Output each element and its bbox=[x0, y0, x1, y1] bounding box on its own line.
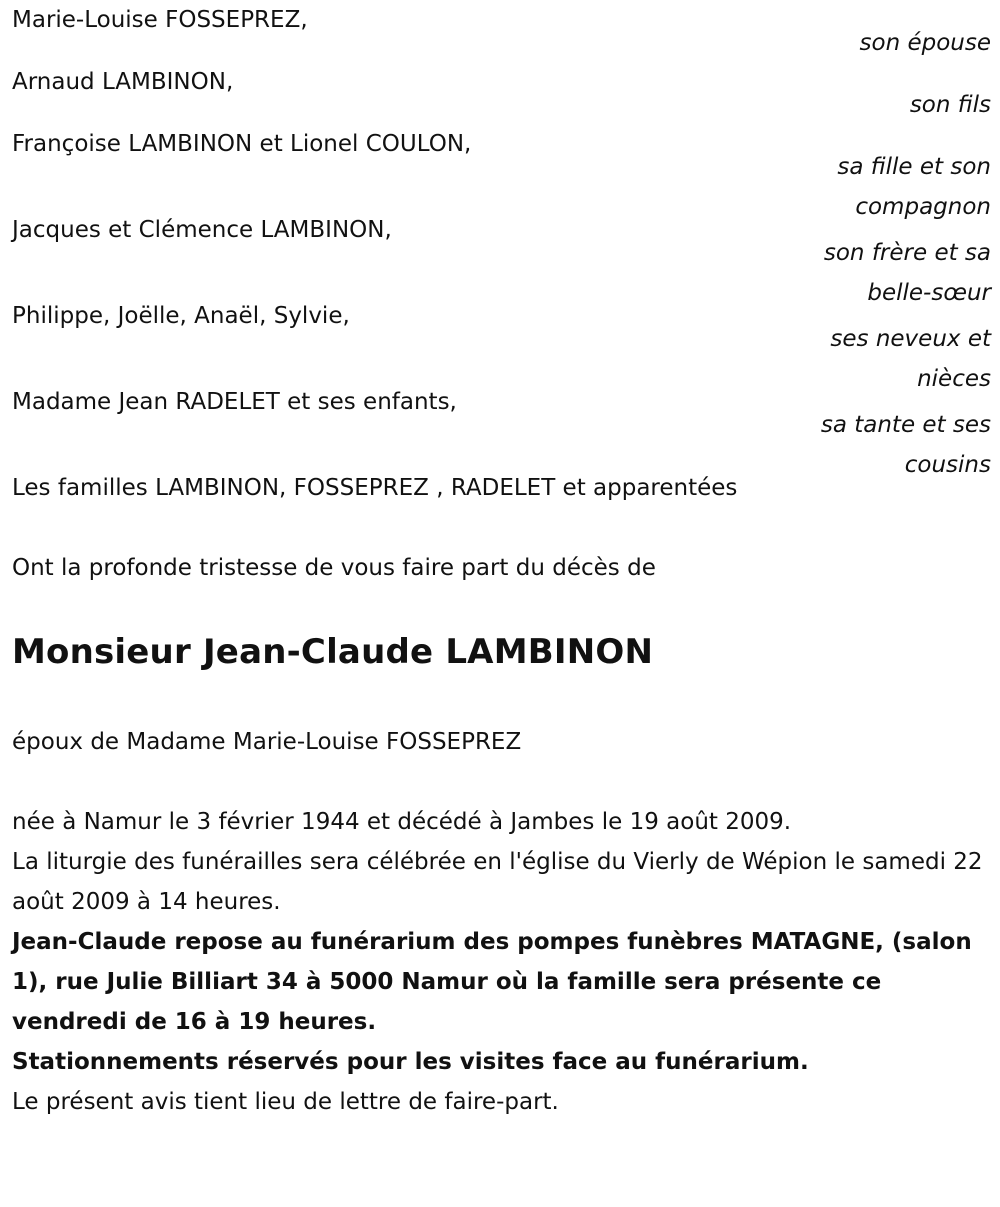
family-relation: son fils bbox=[909, 92, 991, 118]
families-line: Les familles LAMBINON, FOSSEPREZ , RADELET et apparentées bbox=[12, 475, 738, 501]
family-relation: son frère et sa belle-sœur bbox=[823, 240, 991, 306]
family-member-name: Madame Jean RADELET et ses enfants, bbox=[12, 389, 457, 415]
liturgy-line: La liturgie des funérailles sera célébrée en l'église du Vierly de Wépion le samedi 22 août 2009 à 14 heures. bbox=[12, 849, 983, 915]
family-member-name: Françoise LAMBINON et Lionel COULON, bbox=[12, 131, 472, 157]
family-member-name: Philippe, Joëlle, Anaël, Sylvie, bbox=[12, 303, 350, 329]
family-relation: son épouse bbox=[859, 30, 991, 56]
obituary-notice bbox=[12, 0, 991, 1122]
family-entry-aunt bbox=[12, 382, 991, 485]
family-relation: sa fille et son compagnon bbox=[837, 154, 991, 220]
closing-line: Le présent avis tient lieu de lettre de faire-part. bbox=[12, 1089, 559, 1115]
birth-death-line: née à Namur le 3 février 1944 et décédé à Jambes le 19 août 2009. bbox=[12, 809, 792, 835]
family-member-name: Jacques et Clémence LAMBINON, bbox=[12, 217, 392, 243]
funeral-details bbox=[12, 802, 991, 1122]
family-member-name: Marie-Louise FOSSEPREZ, bbox=[12, 7, 308, 33]
announcement-text: Ont la profonde tristesse de vous faire part du décès de bbox=[12, 555, 656, 581]
family-member-name: Arnaud LAMBINON, bbox=[12, 69, 234, 95]
parking-line: Stationnements réservés pour les visites face au funérarium. bbox=[12, 1049, 809, 1075]
deceased-name: Monsieur Jean-Claude LAMBINON bbox=[12, 632, 654, 672]
family-relation: ses neveux et nièces bbox=[830, 326, 991, 392]
funerarium-line: Jean-Claude repose au funérarium des pompes funèbres MATAGNE, (salon 1), rue Julie Billiart 34 à 5000 Namur où la famille sera présente ce vendredi de 16 à 19 heures. bbox=[12, 929, 972, 1035]
spouse-line: époux de Madame Marie-Louise FOSSEPREZ bbox=[12, 729, 522, 755]
family-relation: sa tante et ses cousins bbox=[820, 412, 991, 478]
family-entry-son bbox=[12, 62, 991, 125]
family-entry-spouse bbox=[12, 0, 991, 63]
